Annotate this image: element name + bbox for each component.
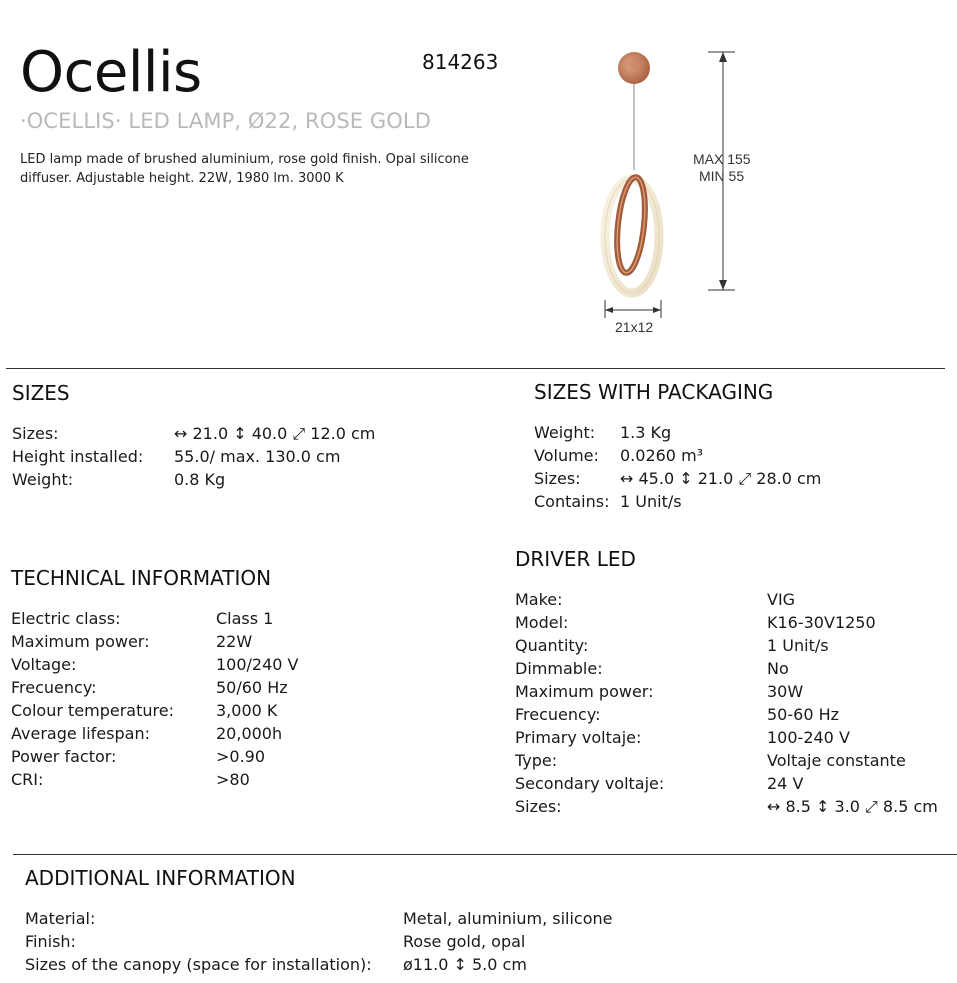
additional-heading: ADDITIONAL INFORMATION [25,866,296,890]
table-row: Quantity: 1 Unit/s [515,636,829,655]
driver-section [515,547,938,818]
table-row: Finish: Rose gold, opal [25,932,526,951]
height-max-label: MAX 155 [693,151,751,167]
sizes-section [12,381,375,491]
table-row: Dimmable: No [515,659,789,678]
product-code: 814263 [422,50,499,74]
table-row: Secondary voltaje: 24 V [515,774,804,793]
table-row: Maximum power: 30W [515,682,804,701]
table-row: Sizes of the canopy (space for installation): ø11.0 ↕ 5.0 cm [25,955,527,974]
product-image [575,40,775,340]
sizes-heading: SIZES [12,381,70,405]
technical-heading: TECHNICAL INFORMATION [11,566,272,590]
table-row: Colour temperature: 3,000 K [11,701,278,720]
table-row: Volume: 0.0260 m³ [534,446,704,465]
table-row: Frecuency: 50/60 Hz [11,678,288,697]
additional-section [25,866,613,976]
table-row: Model: K16-30V1250 [515,613,876,632]
table-row: Height installed: 55.0/ max. 130.0 cm [12,447,341,466]
product-subtitle: ·OCELLIS· LED LAMP, Ø22, ROSE GOLD [20,109,431,133]
table-row: Primary voltaje: 100-240 V [515,728,850,747]
product-title: Ocellis [20,40,202,105]
table-row: Weight: 1.3 Kg [534,423,672,442]
table-row: Material: Metal, aluminium, silicone [25,909,613,928]
table-row: CRI: >80 [11,770,250,789]
table-row: Frecuency: 50-60 Hz [515,705,840,724]
table-row: Electric class: Class 1 [11,609,274,628]
driver-heading: DRIVER LED [515,547,636,571]
table-row: Power factor: >0.90 [11,747,266,766]
table-row: Make: VIG [515,590,796,609]
table-row: Maximum power: 22W [11,632,253,651]
footer-divider [13,854,957,855]
product-description: LED lamp made of brushed aluminium, rose gold finish. Opal silicone diffuser. Adjustable height. 22W, 1980 lm. 3000 K [20,152,469,186]
width-label: 21x12 [615,319,654,335]
table-row: Sizes: ↔ 45.0 ↕ 21.0 ⤢ 28.0 cm [534,469,822,488]
packaging-heading: SIZES WITH PACKAGING [534,380,774,404]
table-row: Contains: 1 Unit/s [534,492,682,511]
height-min-label: MIN 55 [699,168,745,184]
table-row: Weight: 0.8 Kg [12,470,226,489]
table-row: Sizes: ↔ 8.5 ↕ 3.0 ⤢ 8.5 cm [515,797,938,816]
packaging-section [534,380,821,513]
table-row: Type: Voltaje constante [515,751,906,770]
table-row: Voltage: 100/240 V [11,655,299,674]
technical-section [11,566,299,791]
header-divider [6,368,945,369]
table-row: Average lifespan: 20,000h [11,724,283,743]
table-row: Sizes: ↔ 21.0 ↕ 40.0 ⤢ 12.0 cm [12,424,376,443]
